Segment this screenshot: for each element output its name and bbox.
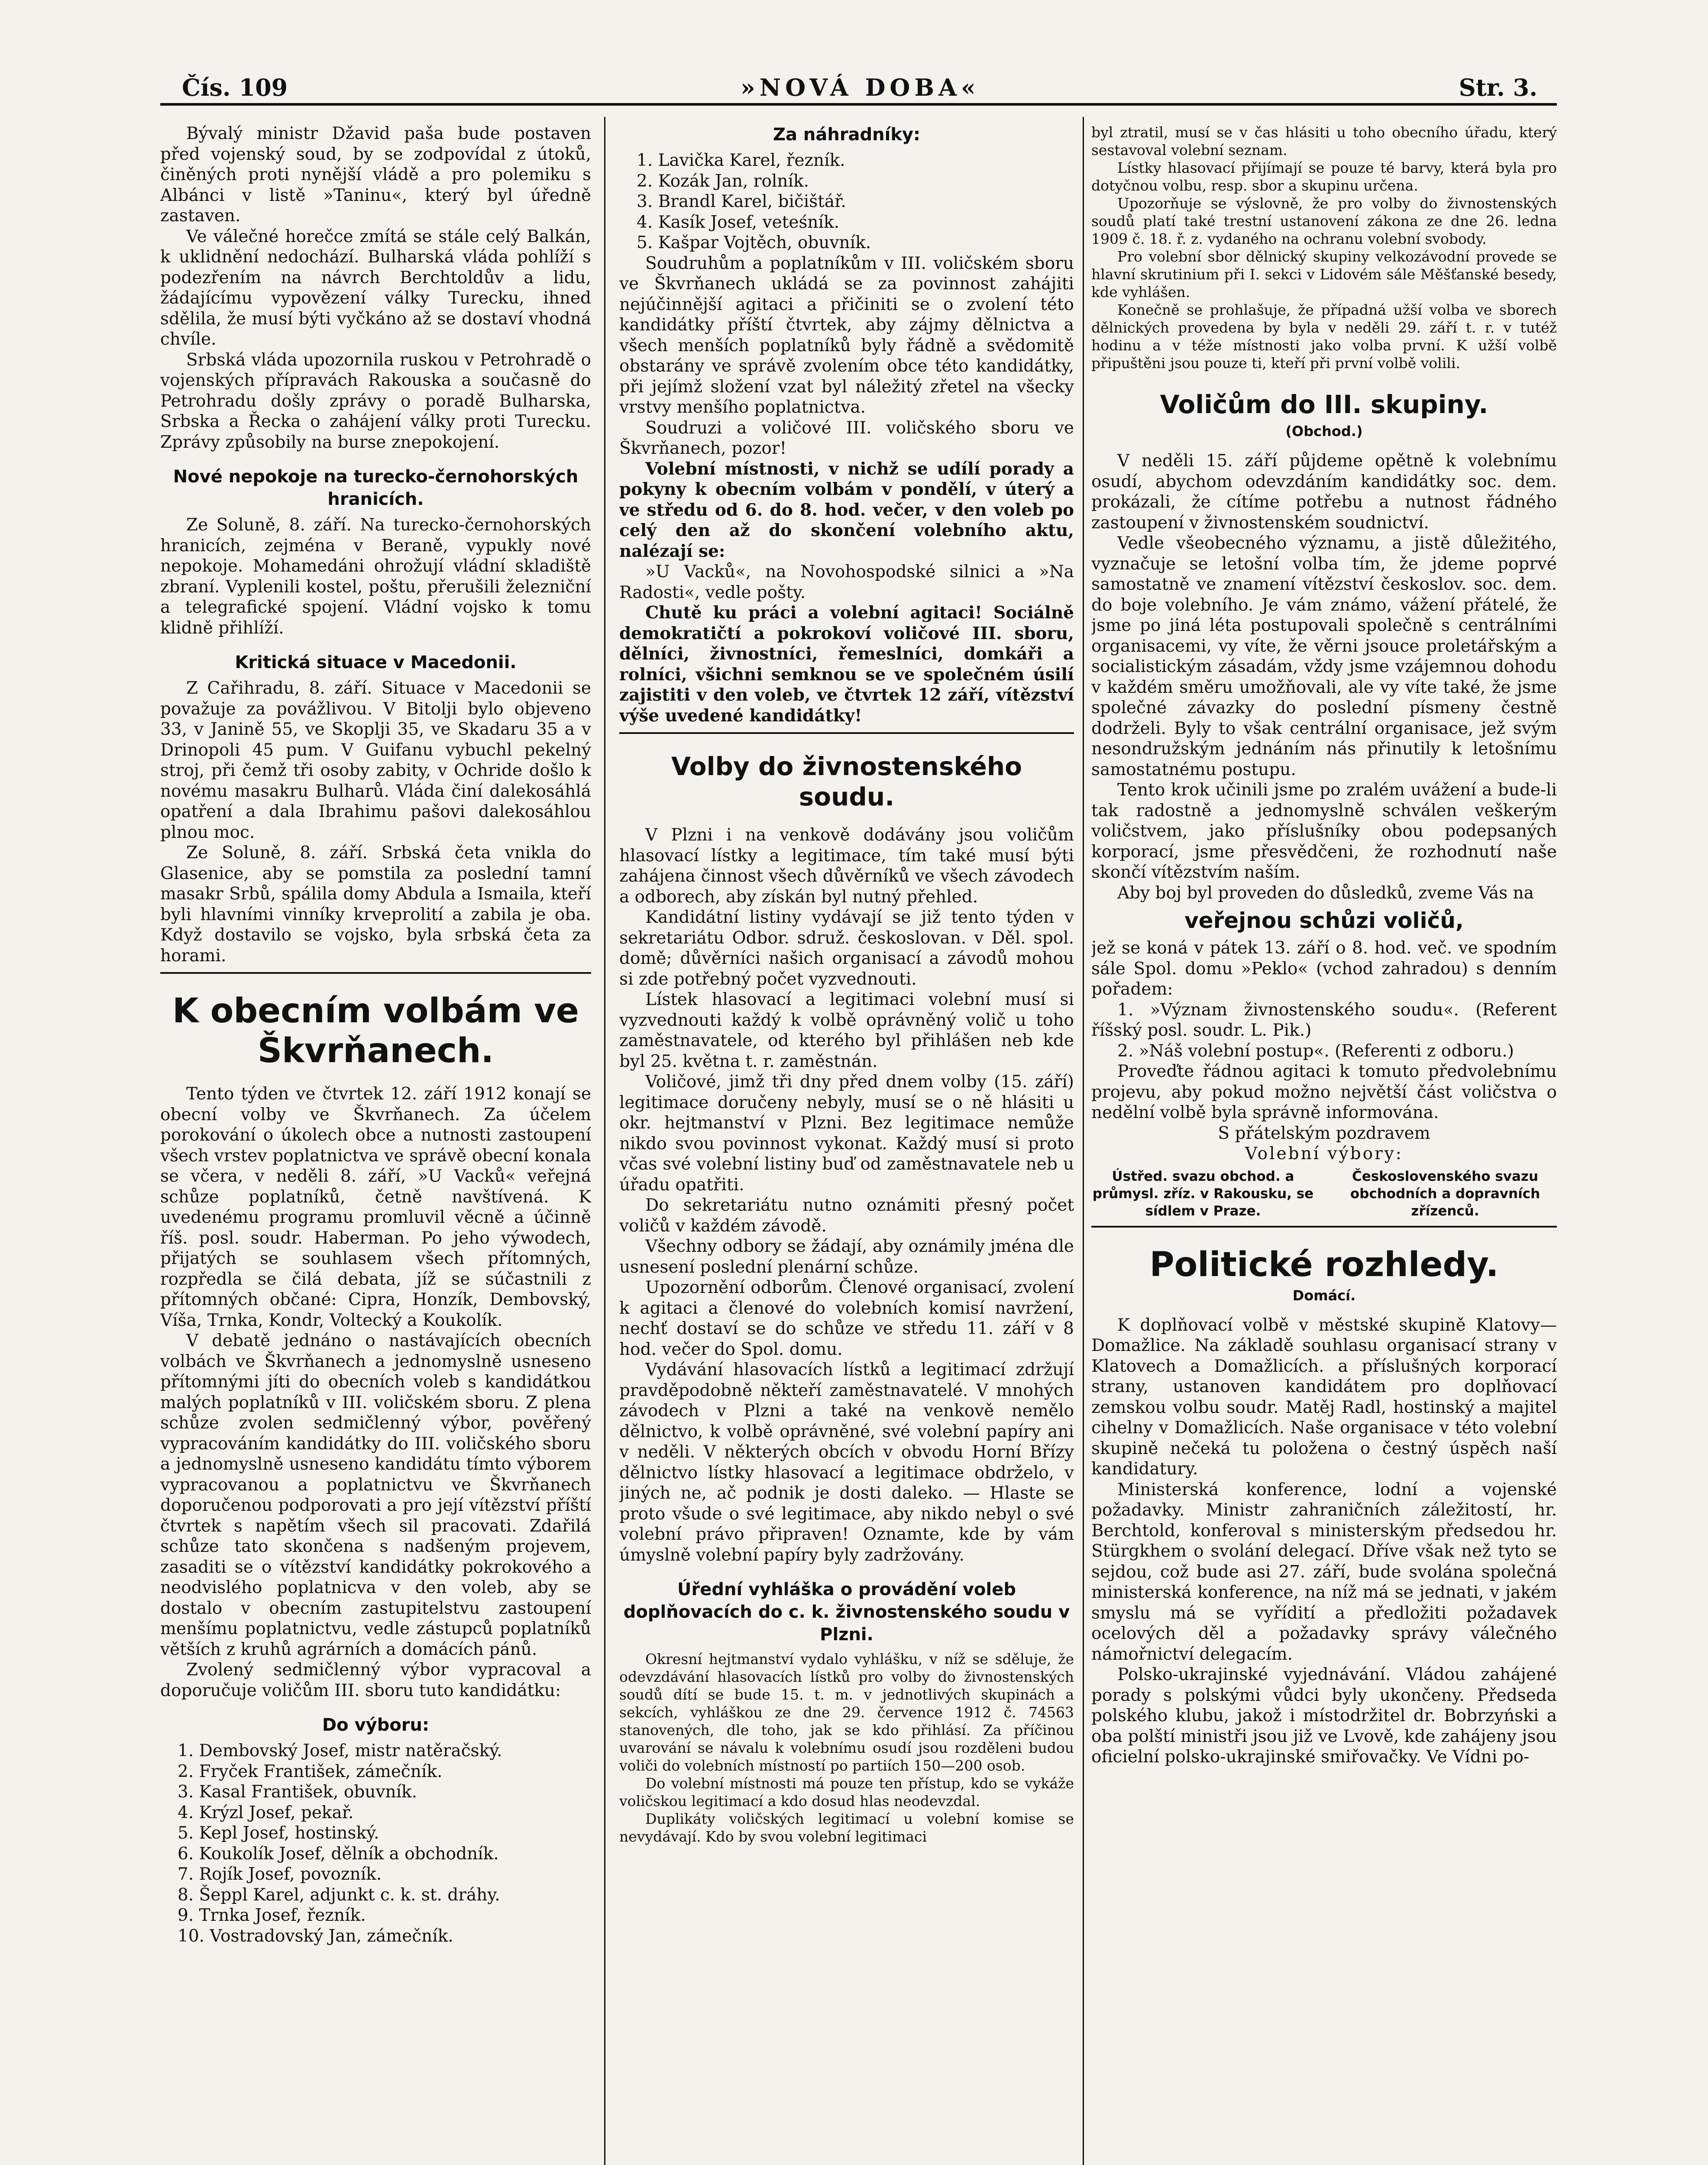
article-paragraph: K doplňovací volbě v městské skupině Klatovy—Domažlice. Na základě souhlasu organisací strany v Klatovech a Domažlicích. a příslušných korporací strany, ustanoven kandidátem pro doplňovací zemskou volbu soudr. Matěj Radl, hostinský a majitel cihelny v Domažlicích. Naše organisace v této volební skupině nečeká tu položena o čestný úspěch naší kandidatury. <box>1091 1315 1557 1479</box>
headline-do-vyboru: Do výboru: <box>322 1715 430 1735</box>
article-paragraph: Zvolený sedmičlenný výbor vypracoval a doporučuje voličům III. sboru tuto kandidátku: <box>160 1660 591 1700</box>
article-paragraph: Okresní hejtmanství vydalo vyhlášku, v níž se sděluje, že odevzdávání hlasovacích lístků pro volby do živnostenských soudů dítí se bude 15. t. m. v jednotlivých skupinách a sekcích, vyhláškou ze dne 29. července 1912 č. 74563 stanovených, dle toho, jak se kdo přihlásí. Za příčinou uvarování se návalu k volebnímu osudí jsou rozděleni budou voliči do volebních místností po partiích 150—200 osob. <box>619 1651 1074 1774</box>
headline-nahradniky: Za náhradníky: <box>773 125 921 145</box>
article-paragraph: Tento krok učinili jsme po zralém uvážení a bude-li tak radostně a jednomyslně schválen veškerým voličstvem, jako příslušníky obou podepsaných korporací, jsme přesvědčeni, že rozhodnutí naše skončí vítězstvím naším. <box>1091 780 1557 882</box>
article-paragraph: Srbská vláda upozornila ruskou v Petrohradě o vojenských přípravách Rakouska a současně do Petrohradu došly zprávy o poradě Bulharska, Srbska a Řecka o zahájení války proti Turecku. Zprávy způsobily na burse znepokojení. <box>160 350 591 452</box>
article-paragraph: Pro volební sbor dělnický skupiny velkozávodní provede se hlavní skrutinium při I. sekci v Lidovém sále Měšťanské besedy, kde vyhlášen. <box>1091 248 1557 301</box>
subheadline-domaci: Domácí. <box>1292 1287 1356 1304</box>
list-item: 4. Kasík Josef, veteśník. <box>637 212 840 232</box>
list-item: 4. Krýzl Josef, pekař. <box>178 1803 354 1822</box>
signature-block <box>1091 1168 1557 1220</box>
headline-verejna-schuze: veřejnou schůzi voličů, <box>1184 908 1464 933</box>
agenda-item: 1. »Význam živnostenského soudu«. (Referent říšský posl. soudr. L. Pik.) <box>1091 1000 1557 1040</box>
headline-makedonie: Kritická situace v Macedonii. <box>235 653 517 672</box>
article-paragraph: Do volební místnosti má pouze ten přístup, kdo se vykáže voličskou legitimací a kdo dosud hlas neodevzdal. <box>619 1775 1074 1810</box>
substitute-list <box>619 150 1074 253</box>
signature-left: Ústřed. svazu obchod. a průmysl. zříz. v Rakousku, se sídlem v Praze. <box>1092 1168 1314 1219</box>
headline-politicke-rozhledy: Politické rozhledy. <box>1149 1245 1499 1284</box>
headline-zivnostensky-soud: Volby do živnostenského soudu. <box>671 752 1022 811</box>
list-item: 2. Fryček František, zámečník. <box>178 1761 443 1781</box>
headline-volicum: Voličům do III. skupiny. <box>1160 390 1488 419</box>
article-paragraph: Upozorňuje se výslovně, že pro volby do živnostenských soudů platí také trestní ustanovení zákona ze dne 26. ledna 1909 č. 18. ř. z. vydaného na ochranu volební svobody. <box>1091 195 1557 247</box>
article-paragraph: Ministerská konference, lodní a vojenské požadavky. Ministr zahraničních záležitostí, hr. Berchtold, konferoval s ministerským předsedou hr. Stürgkhem o svolání delegací. Dříve však než tyto se sejdou, což bude asi 27. září, bude svolána společná ministerská konference, na níž má se jednati, v jakém smyslu má se vyřídití a předložiti požadavek ocelových děl a požadavky správy válečného námořnictví delegacím. <box>1091 1480 1557 1664</box>
article-paragraph: Ve válečné horečce zmítá se stále celý Balkán, k uklidnění nedochází. Bulharská vláda pohlíží s podezřením na návrch Berchtoldův a lidu, žádajícímu vypovězení války Turecku, ihned sdělila, že musí býti vyčkáno až se dostaví vhodná chvíle. <box>160 226 591 349</box>
list-item: 5. Kašpar Vojtěch, obuvník. <box>637 233 871 252</box>
list-item: 1. Dembovský Josef, mistr natěračský. <box>178 1741 502 1761</box>
article-paragraph: V Plzni i na venkově dodávány jsou voličům hlasovací lístky a legitimace, tím také musí býti zahájena činnost všech důvěrníků ve všech závodech a odborech, aby získán byl nutný přehled. <box>619 825 1074 907</box>
list-item: 5. Kepl Josef, hostinský. <box>178 1823 379 1843</box>
article-paragraph: Chutě ku práci a volební agitaci! Sociálně demokratičtí a pokrokoví voličové III. sboru, dělníci, živnostníci, řemeslníci, domkáři a rolníci, všichni semknou se ve společném úsilí zajistiti v den voleb, ve čtvrtek 12 září, vítězství výše uvedené kandidátky! <box>619 603 1074 726</box>
article-paragraph: V neděli 15. září půjdeme opětně k volebnímu osudí, abychom odevzdáním kandidátky soc. dem. prokázali, že cítíme potřebu a nutnost řádného zastoupení v živnostenském soudnictví. <box>1091 451 1557 533</box>
headline-nepokoje: Nové nepokoje na turecko-černohorských hranicích. <box>173 467 579 509</box>
page-header <box>182 74 1537 100</box>
list-item: 1. Lavička Karel, řezník. <box>637 151 845 170</box>
section-rule <box>1091 1226 1557 1228</box>
section-rule <box>619 732 1074 734</box>
article-paragraph: Všechny odbory se žádají, aby oznámily jména dle usnesení poslední plenární schůze. <box>619 1237 1074 1277</box>
page-number: Str. 3. <box>1459 74 1537 101</box>
article-paragraph: Z Cařihradu, 8. září. Situace v Macedonii se považuje za povážlivou. V Bitolji bylo objeveno 33, v Janině 55, ve Skoplji 35, ve Skadaru 35 a v Drinopoli 45 pum. V Guifanu vybuchl pekelný stroj, při čemž tři osoby zabity, v Ochride došlo k novému masakru Bulharů. Vláda činí dalekosáhlá opatření a dala Ibrahimu pašovi dalekosáhlou plnou moc. <box>160 679 591 842</box>
article-paragraph: Konečně se prohlašuje, že případná užší volba ve sborech dělnických provedena by byla v neděli 29. září t. r. v tutéž hodinu a v téže místnosti jako volba první. K užší volbě připuštěni jsou pouze ti, kteří při první volbě volili. <box>1091 301 1557 372</box>
article-paragraph: jež se koná v pátek 13. září o 8. hod. več. ve spodním sále Spol. domu »Peklo« (vchod zahradou) s denním pořadem: <box>1091 938 1557 999</box>
column-divider-1 <box>604 117 605 2165</box>
candidate-list <box>160 1741 591 1946</box>
newspaper-title: »NOVÁ DOBA« <box>741 74 980 101</box>
column-2 <box>619 123 1074 1845</box>
section-rule <box>160 972 591 974</box>
list-item: 6. Koukolík Josef, dělník a obchodník. <box>178 1844 499 1864</box>
column-1 <box>160 123 591 1946</box>
article-paragraph: Volební místnosti, v nichž se udílí porady a pokyny k obecním volbám v pondělí, v úterý a ve středu od 6. do 8. hod. večer, v den voleb po celý den až do skončení volebního aktu, nalézají se: <box>619 459 1074 561</box>
subheadline-obchod: (Obchod.) <box>1285 423 1363 439</box>
article-paragraph: Ze Soluně, 8. září. Na turecko-černohorských hranicích, zejména v Beraně, vypukly nové nepokoje. Mohamedáni ohrožují vládní skladiště zbraní. Vyplenili kostel, poštu, přerušili železniční a telegrafické spojení. Vládní vojsko k tomu klidně přihlíží. <box>160 515 591 638</box>
list-item: 2. Kozák Jan, rolník. <box>637 171 809 191</box>
issue-number: Čís. 109 <box>182 74 288 101</box>
article-paragraph: Tento týden ve čtvrtek 12. září 1912 konají se obecní volby ve Škvrňanech. Za účelem porokování o úkolech obce a nutnosti zastoupení všech vrstev poplatnictva ve správě obecní konala se včera, v neděli 8. září, »U Vacků« veřejná schůze poplatníků, četně navštívená. K uvedenému programu promluvil věcně a účinně říš. posl. soudr. Haberman. Po jeho výwodech, přijatých se souhlasem všech přítomných, rozpředla se čilá debata, jíž se súčastnili z přítomných občané: Cipra, Honzík, Dembovský, Víša, Trnka, Kondr, Voltecký a Koukolík. <box>160 1084 591 1330</box>
signature-right: Československého svazu obchodních a dopravních zřízenců. <box>1350 1168 1540 1219</box>
article-paragraph: byl ztratil, musí se v čas hlásiti u toho obecního úřadu, který sestavoval volební seznam. <box>1091 124 1557 158</box>
list-item: 3. Kasal František, obuvník. <box>178 1782 417 1802</box>
list-item: 3. Brandl Karel, bičištář. <box>637 192 846 211</box>
agenda-item: 2. »Náš volební postup«. (Referenti z odboru.) <box>1117 1041 1514 1061</box>
article-paragraph: Proveďte řádnou agitaci k tomuto předvolebnímu projevu, aby pokud možno největší část voličstva o nedělní volbě byla správně informována. <box>1091 1062 1557 1122</box>
column-3 <box>1091 123 1557 1768</box>
header-rule <box>160 103 1557 106</box>
article-paragraph: Polsko-ukrajinské vyjednávání. Vládou zahájené porady s polskými vůdci byly ukončeny. Předseda polského klubu, jakož i místodržitel dr. Bobrzyński a oba polští ministři jsou již ve Lvově, kde zahájeny jsou oficielní polsko-ukrajinské smiřovačky. Ve Vídni po- <box>1091 1665 1557 1767</box>
article-paragraph: Voličové, jimž tři dny před dnem volby (15. září) legitimace doručeny nebyly, musí se o ně hlásiti u okr. hejtmanství v Plzni. Bez legitimace nemůže nikdo svou povinnost vykonat. Každý musí si proto včas své volební listiny buď od zaměstnavatele neb u úřadu opatřiti. <box>619 1072 1074 1195</box>
list-item: 8. Šeppl Karel, adjunkt c. k. st. dráhy. <box>178 1885 500 1905</box>
greeting: S přátelským pozdravem <box>1218 1123 1430 1143</box>
list-item: 9. Trnka Josef, řezník. <box>178 1906 366 1925</box>
article-paragraph: Vedle všeobecného významu, a jistě důležitého, vyznačuje se letošní volba tím, že jdeme poprvé samostatně ve znamení vítězství českoslov. soc. dem. do boje volebního. Je vám známo, vážení přátelé, že jsme po jiná léta postupovali společně s centrálními organisacemi, vy víte, že věrni jsouce proletářským a socialistickým zásadám, vždy jsme vzájemnou dohodu v každém směru umožňovali, ale vy víte také, že jsme společné závazky do poslední písmeny čestně dodrželi. Byly to však centrální organisace, jež svým nesondružským jednáním nás přinutily k letošnímu samostatnému postupu. <box>1091 533 1557 779</box>
column-divider-2 <box>1083 117 1084 2165</box>
headline-volby-skvrnany: K obecním volbám ve Škvrňanech. <box>172 992 579 1070</box>
article-paragraph: Upozornění odborům. Členové organisací, zvolení k agitaci a členové do volebních komisí navržení, nechť dostaví se do schůze ve středu 11. září v 8 hod. večer do Spol. domu. <box>619 1278 1074 1359</box>
article-paragraph: »U Vacků«, na Novohospodské silnici a »Na Radosti«, vedle pošty. <box>619 562 1074 602</box>
article-paragraph: Lístek hlasovací a legitimaci volební musí si vyzvednouti každý k volbě oprávněný volič u toho zaměstnavatele, od kterého byl přihlášen neb kde byl 25. května t. r. zaměstnán. <box>619 990 1074 1071</box>
article-paragraph: Kandidátní listiny vydávají se již tento týden v sekretariátu Odbor. sdruž. českoslovan. v Děl. spol. domě; důvěrníci našich organisací a závodů mohou si zde potřebný počet vyzvednouti. <box>619 908 1074 989</box>
signature-heading: Volební výbory: <box>1245 1144 1403 1163</box>
article-paragraph: Aby boj byl proveden do důsledků, zveme Vás na <box>1117 883 1534 903</box>
article-paragraph: Do sekretariátu nutno oznámiti přesný počet voličů v každém závodě. <box>619 1196 1074 1236</box>
article-paragraph: Soudruzi a voličové III. voličského sboru ve Škvrňanech, pozor! <box>619 418 1074 458</box>
article-paragraph: Duplikáty voličských legitimací u volební komise se nevydávají. Kdo by svou volební legitimaci <box>619 1810 1074 1845</box>
article-paragraph: Soudruhům a poplatníkům v III. voličském sboru ve Škvrňanech ukládá se za povinnost zahájiti nejúčinnější agitaci a přičiniti se o zvolení této kandidátky příští čtvrtek, aby zájmy dělnictva a všech menších poplatníků byly řádně a svědomitě obstarány ve správě zvolením obce této kandidátky, při jejímž složení vzat byl náležitý zřetel na všecky vrstvy menšího poplatnictva. <box>619 253 1074 417</box>
article-paragraph: Vydávání hlasovacích lístků a legitimací zdržují pravděpodobně někteří zaměstnavatelé. V mnohých závodech v Plzni a také na venkově nemělo dělnictvo, k volbě oprávněné, své volební papíry ani v neděli. V některých obcích v obvodu Horní Břízy dělnictvo lístky hlasovací a legitimace obdrželo, v jiných ne, ač podnik je dosti daleko. — Hlaste se proto všude o své legitimace, aby nikdo nebyl o své volební právo připraven! Oznamte, kde by vám úmyslně volební papíry byly zadržovány. <box>619 1360 1074 1565</box>
article-paragraph: Bývalý ministr Džavid paša bude postaven před vojenský soud, by se zodpovídal z útoků, činěných proti nynější vládě a pro polemiku s Albánci v listě »Taninu«, který byl úředně zastaven. <box>160 124 591 226</box>
list-item: 10. Vostradovský Jan, zámečník. <box>178 1926 453 1946</box>
article-paragraph: V debatě jednáno o nastávajících obecních volbách ve Škvrňanech a jednomyslně usneseno přítomnými jíti do obecních voleb s kandidátkou malých poplatníků v III. voličském sboru. Z plena schůze zvolen sedmičlenný výbor, pověřený vypracováním kandidátky do III. voličského sboru a jednomyslně usneseno kandidátu tímto výborem vypracovanou a poplatnictvu ve Škvrňanech doporučenou podporovati a pro její vítězství příští čtvrtek s napětím všech sil pracovati. Zdařilá schůze tato skončena s nadšeným projevem, zasaditi se o vítězství kandidátky pokrokového a neodvislého poplatnicva v den voleb, aby se dostalo v obecním zastupitelstvu zastoupení menšímu poplatnictvu, vedle zástupců poplatníků větších z kruhů agrárních a domácích pánů. <box>160 1331 591 1659</box>
article-paragraph: Ze Soluně, 8. září. Srbská četa vnikla do Glasenice, aby se pomstila za poslední tamní masakr Srbů, spálila domy Abdula a Ismaila, kteří byli hlavními vinníky krveprolití a zabila je oba. Když dostavilo se vojsko, byla srbská četa za horami. <box>160 843 591 966</box>
headline-uredni-vyhlaska: Úřední vyhláška o provádění voleb doplňovacích do c. k. živnostenského soudu v Plzni. <box>623 1580 1070 1645</box>
article-paragraph: Lístky hlasovací přijímají se pouze té barvy, která byla pro dotyčnou volbu, resp. sbor a skupinu určena. <box>1091 159 1557 194</box>
list-item: 7. Rojík Josef, povozník. <box>178 1864 382 1884</box>
